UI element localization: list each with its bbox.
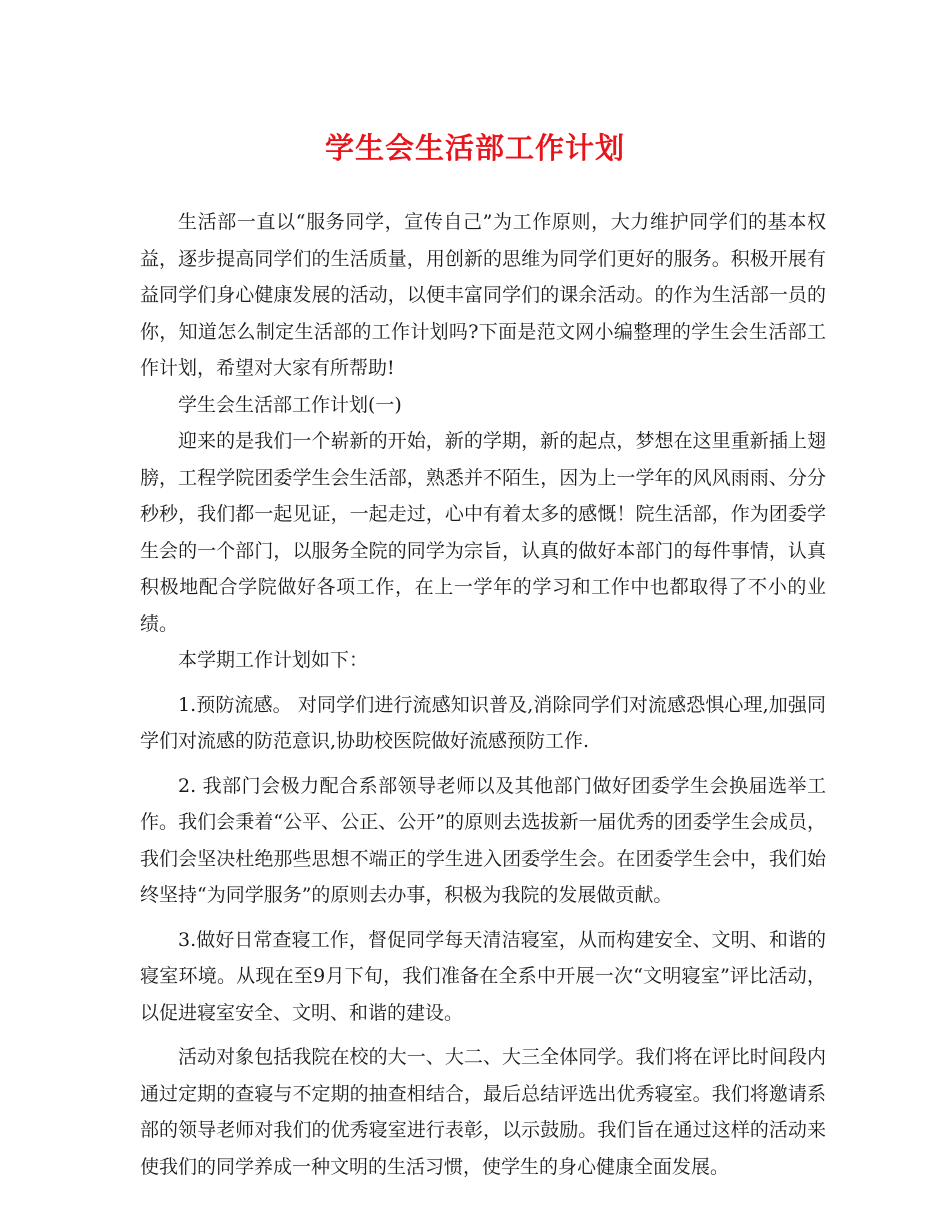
paragraph-opening: 迎来的是我们一个崭新的开始，新的学期，新的起点，梦想在这里重新插上翅膀，工程学院团委学生会生活部，熟悉并不陌生，因为上一学年的风风雨雨、分分秒秒，我们都一起见证，一起走过，心中有着太多的感慨！院生活部，作为团委学生会的一个部门，以服务全院的同学为宗旨，认真的做好本部门的每件事情，认真积极地配合学院做好各项工作，在上一学年的学习和工作中也都取得了不小的业绩。 [140, 430, 826, 635]
paragraph-intro: 生活部一直以“服务同学，宣传自己”为工作原则，大力维护同学们的基本权益，逐步提高同学们的生活质量，用创新的思维为同学们更好的服务。积极开展有益同学们身心健康发展的活动，以便丰富同学们的课余活动。的作为生活部一员的你，知道怎么制定生活部的工作计划吗?下面是范文网小编整理的学生会生活部工作计划，希望对大家有所帮助! [140, 211, 826, 379]
paragraph-item-3: 3.做好日常查寝工作，督促同学每天清洁寝室，从而构建安全、文明、和谐的寝室环境。从现在至9月下旬，我们准备在全系中开展一次“文明寝室”评比活动，以促进寝室安全、文明、和谐的建设。 [140, 928, 826, 1024]
document-body [140, 204, 826, 1185]
paragraph-item-1: 1.预防流感。 对同学们进行流感知识普及,消除同学们对流感恐惧心理,加强同学们对流感的防范意识,协助校医院做好流感预防工作. [140, 693, 826, 752]
paragraph-section-heading: 学生会生活部工作计划(一) [178, 393, 402, 416]
paragraph-activity: 活动对象包括我院在校的大一、大二、大三全体同学。我们将在评比时间段内通过定期的查寝与不定期的抽查相结合，最后总结评选出优秀寝室。我们将邀请系部的领导老师对我们的优秀寝室进行表彰，以示鼓励。我们旨在通过这样的活动来使我们的同学养成一种文明的生活习惯，使学生的身心健康全面发展。 [140, 1046, 826, 1178]
paragraph-item-2: 2. 我部门会极力配合系部领导老师以及其他部门做好团委学生会换届选举工作。我们会秉着“公平、公正、公开”的原则去选拔新一届优秀的团委学生会成员，我们会坚决杜绝那些思想不端正的学生进入团委学生会。在团委学生会中，我们始终坚持“为同学服务”的原则去办事，积极为我院的发展做贡献。 [140, 774, 826, 906]
paragraph-plan-intro: 本学期工作计划如下： [178, 649, 369, 671]
document-title: 学生会生活部工作计划 [324, 131, 625, 165]
